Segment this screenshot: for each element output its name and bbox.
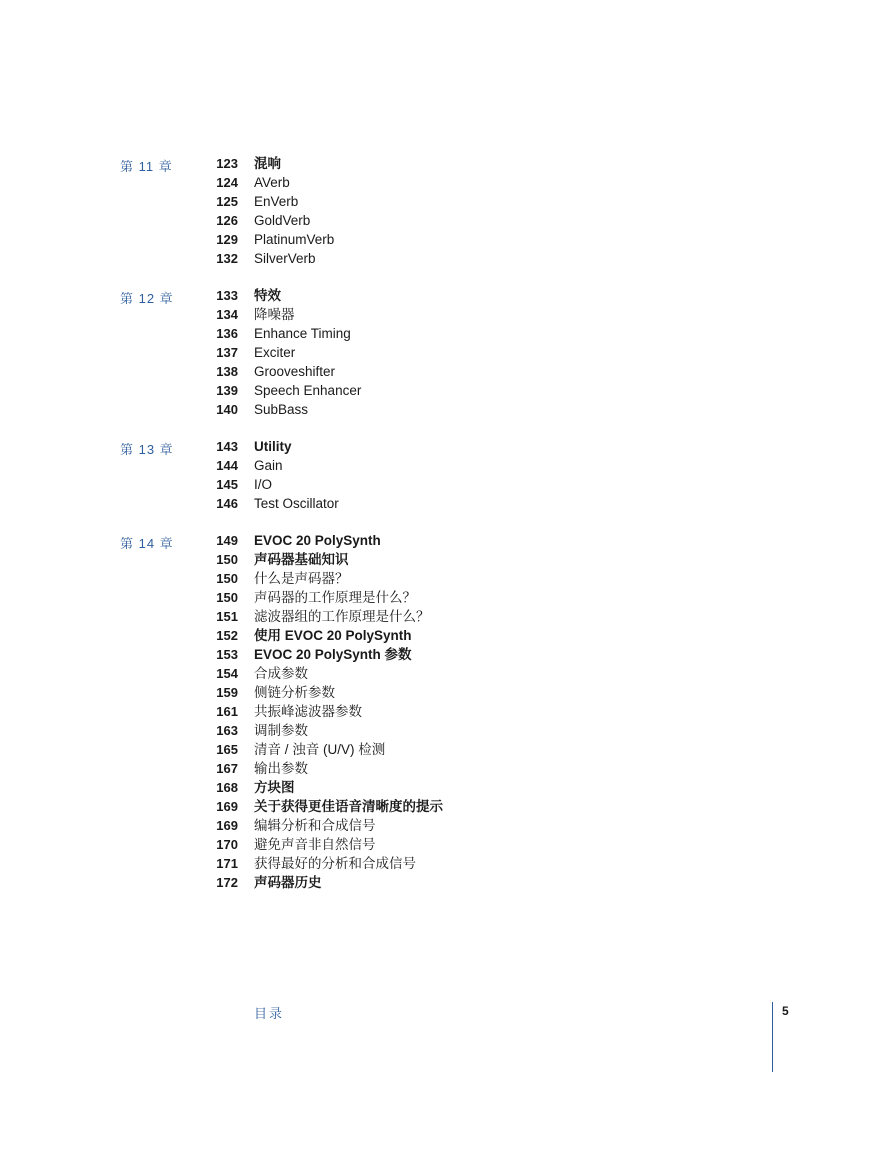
toc-page-number: 171 [216,856,238,871]
toc-entry-title: 清音 / 浊音 (U/V) 检测 [254,742,386,757]
toc-page-number: 137 [216,345,238,360]
toc-entry-title: 混响 [254,156,281,171]
toc-entry-title: EVOC 20 PolySynth 参数 [254,647,412,662]
toc-page-number: 151 [216,609,238,624]
toc-entry[interactable] [0,475,893,494]
toc-entry-title: 声码器基础知识 [254,552,349,567]
footer-divider [772,1002,773,1072]
toc-entry-title: 避免声音非自然信号 [254,837,376,852]
page-number: 5 [782,1004,789,1018]
toc-entry[interactable] [0,400,893,419]
toc-page-number: 154 [216,666,238,681]
toc-entry-title: SilverVerb [254,251,316,266]
toc-entry[interactable] [0,324,893,343]
toc-entry-title: 方块图 [254,780,295,795]
toc-entry[interactable] [0,873,893,892]
toc-page-number: 144 [216,458,238,473]
toc-page-number: 140 [216,402,238,417]
toc-page-number: 129 [216,232,238,247]
toc-entry-title: SubBass [254,402,309,417]
toc-page-number: 134 [216,307,238,322]
toc-page-number: 139 [216,383,238,398]
toc-entry[interactable] [0,569,893,588]
toc-entry-title: Exciter [254,345,296,360]
toc-page-number: 169 [216,818,238,833]
toc-page-number: 133 [216,288,238,303]
toc-page-number: 150 [216,590,238,605]
toc-page-number: 168 [216,780,238,795]
toc-entry-title: Grooveshifter [254,364,336,379]
toc-entry-title: Enhance Timing [254,326,351,341]
toc-entry[interactable] [0,816,893,835]
toc-page-number: 169 [216,799,238,814]
toc-entry-title: 使用 EVOC 20 PolySynth [254,628,412,643]
chapter-label: 第 13 章 [120,442,174,457]
toc-entry[interactable] [0,211,893,230]
toc-entry-title: Gain [254,458,283,473]
toc-entry-title: 共振峰滤波器参数 [254,704,362,719]
toc-entry-title: GoldVerb [254,213,311,228]
toc-page-number: 172 [216,875,238,890]
toc-entry[interactable] [0,305,893,324]
toc-chapter [0,437,893,513]
toc-entry-title: 什么是声码器？ [254,571,349,586]
toc-page-number: 165 [216,742,238,757]
toc-page-number: 167 [216,761,238,776]
toc-page-number: 143 [216,439,238,454]
toc-entry[interactable] [0,683,893,702]
toc-page-number: 124 [216,175,238,190]
toc-entry[interactable] [0,154,893,173]
toc-entry[interactable] [0,645,893,664]
toc-entry-title: Test Oscillator [254,496,339,511]
toc-entry-title: PlatinumVerb [254,232,335,247]
toc-entry-title: 特效 [254,288,281,303]
toc-entry[interactable] [0,778,893,797]
toc-page-number: 125 [216,194,238,209]
table-of-contents [0,154,893,910]
toc-entry[interactable] [0,607,893,626]
toc-page-number: 123 [216,156,238,171]
chapter-label: 第 12 章 [120,291,174,306]
toc-page-number: 152 [216,628,238,643]
toc-entry[interactable] [0,381,893,400]
toc-entry[interactable] [0,249,893,268]
toc-entry[interactable] [0,286,893,305]
chapter-label: 第 14 章 [120,536,174,551]
toc-entry[interactable] [0,664,893,683]
toc-page-number: 149 [216,533,238,548]
toc-entry-title: 声码器的工作原理是什么？ [254,590,416,605]
toc-entry[interactable] [0,550,893,569]
toc-entry[interactable] [0,494,893,513]
toc-page-number: 150 [216,552,238,567]
toc-entry-title: 合成参数 [254,666,308,681]
toc-entry[interactable] [0,173,893,192]
toc-entry-title: 输出参数 [254,761,308,776]
toc-entry-title: 滤波器组的工作原理是什么？ [254,609,430,624]
toc-page-number: 146 [216,496,238,511]
toc-page-number: 145 [216,477,238,492]
toc-page-number: 161 [216,704,238,719]
toc-entry[interactable] [0,230,893,249]
toc-entry[interactable] [0,531,893,550]
toc-entry[interactable] [0,797,893,816]
toc-entry-title: 编辑分析和合成信号 [254,818,376,833]
toc-entry-title: EVOC 20 PolySynth [254,533,381,548]
toc-chapter [0,531,893,892]
toc-entry-title: 降噪器 [254,307,295,322]
toc-entry[interactable] [0,759,893,778]
toc-entry[interactable] [0,192,893,211]
toc-entry-title: AVerb [254,175,290,190]
toc-page-number: 132 [216,251,238,266]
toc-entry[interactable] [0,343,893,362]
toc-entry[interactable] [0,740,893,759]
toc-entry-title: EnVerb [254,194,299,209]
toc-page-number: 170 [216,837,238,852]
toc-chapter [0,286,893,419]
toc-page-number: 163 [216,723,238,738]
toc-chapter [0,154,893,268]
toc-entry[interactable] [0,702,893,721]
toc-page-number: 126 [216,213,238,228]
toc-page-number: 138 [216,364,238,379]
toc-entry-title: 获得最好的分析和合成信号 [254,856,416,871]
toc-page-number: 150 [216,571,238,586]
toc-entry-title: Speech Enhancer [254,383,362,398]
toc-page-number: 136 [216,326,238,341]
toc-entry[interactable] [0,626,893,645]
toc-page-number: 159 [216,685,238,700]
footer-section-label: 目录 [254,1006,285,1021]
toc-entry[interactable] [0,456,893,475]
chapter-label: 第 11 章 [120,159,173,174]
toc-entry-title: 调制参数 [254,723,308,738]
toc-entry[interactable] [0,588,893,607]
toc-entry[interactable] [0,362,893,381]
toc-entry-title: Utility [254,439,292,454]
toc-entry[interactable] [0,437,893,456]
toc-entry-title: 关于获得更佳语音清晰度的提示 [254,799,443,814]
toc-entry[interactable] [0,835,893,854]
toc-entry[interactable] [0,721,893,740]
toc-entry[interactable] [0,854,893,873]
toc-entry-title: 侧链分析参数 [254,685,335,700]
toc-entry-title: 声码器历史 [254,875,322,890]
toc-entry-title: I/O [254,477,273,492]
toc-page-number: 153 [216,647,238,662]
